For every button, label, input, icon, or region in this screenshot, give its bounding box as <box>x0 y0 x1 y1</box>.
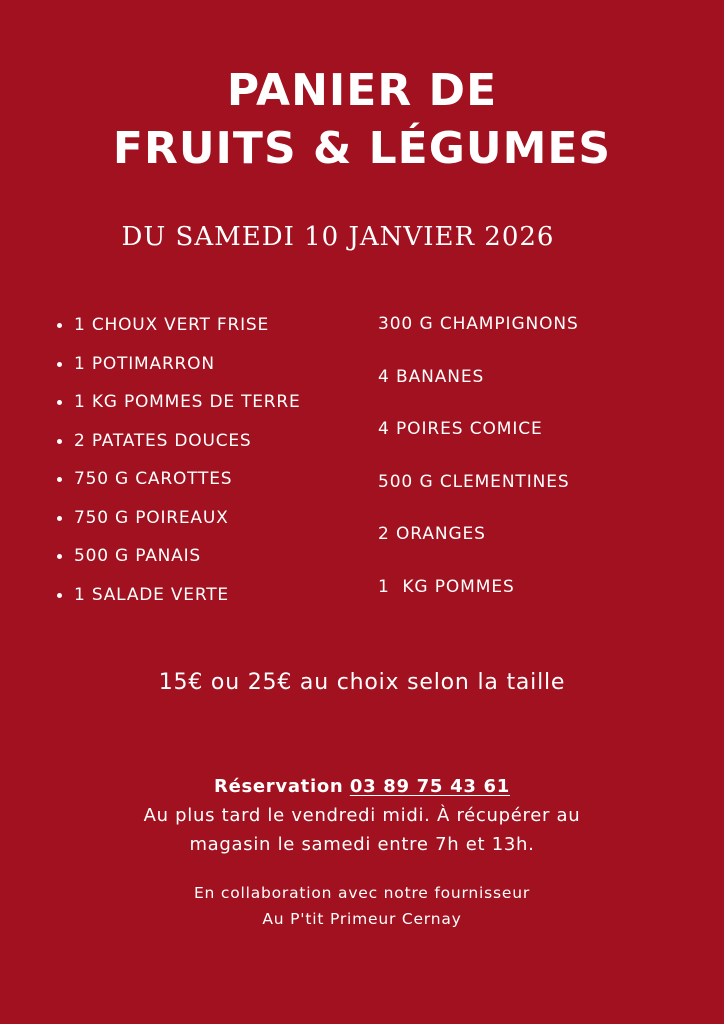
list-item: 1 SALADE VERTE <box>56 582 356 621</box>
list-item: 4 BANANES <box>378 366 485 387</box>
list-item: 1 KG POMMES <box>378 576 515 597</box>
list-item: 1 KG POMMES DE TERRE <box>56 389 356 428</box>
page-title <box>0 62 724 178</box>
list-item: 500 G CLEMENTINES <box>378 471 570 492</box>
list-item: 750 G CAROTTES <box>56 466 356 505</box>
list-item: 2 PATATES DOUCES <box>56 428 356 467</box>
date-heading: DU SAMEDI 10 JANVIER 2026 <box>121 222 555 252</box>
collab-line-1: En collaboration avec notre fournisseur <box>193 884 531 902</box>
list-item: 1 POTIMARRON <box>56 351 356 390</box>
reservation-header <box>0 772 724 801</box>
title-line-2: FRUITS & LÉGUMES <box>112 123 612 174</box>
list-item: 4 POIRES COMICE <box>378 419 543 440</box>
reservation-block <box>0 772 724 859</box>
list-item: 1 CHOUX VERT FRISE <box>56 312 356 351</box>
reservation-label: Réservation <box>214 776 344 797</box>
vegetables-list <box>56 312 356 620</box>
reservation-line-2: magasin le samedi entre 7h et 13h. <box>189 834 535 855</box>
collaboration-text <box>0 880 724 932</box>
list-item: 750 G POIREAUX <box>56 505 356 544</box>
list-item: 500 G PANAIS <box>56 543 356 582</box>
list-item: 2 ORANGES <box>378 524 486 545</box>
collab-line-2: Au P'tit Primeur Cernay <box>262 910 462 928</box>
price-text: 15€ ou 25€ au choix selon la taille <box>158 670 566 695</box>
phone-link[interactable]: 03 89 75 43 61 <box>349 776 510 797</box>
fruits-list <box>378 310 698 626</box>
reservation-line-1: Au plus tard le vendredi midi. À récupérer au <box>143 805 581 826</box>
title-line-1: PANIER DE <box>226 65 498 116</box>
list-item: 300 G CHAMPIGNONS <box>378 314 579 334</box>
